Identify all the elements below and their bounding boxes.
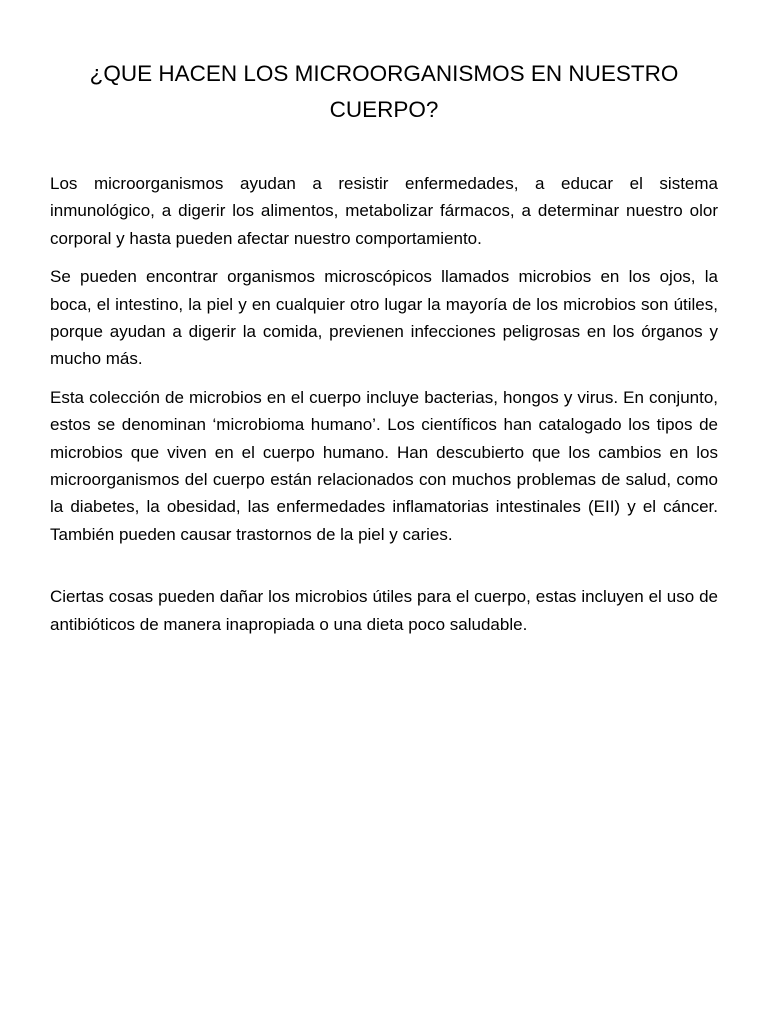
paragraph-harm: Ciertas cosas pueden dañar los microbios útiles para el cuerpo, estas incluyen el uso de antibióticos de manera inapropiada o una dieta poco saludable. (50, 587, 718, 634)
paragraph-locations: Se pueden encontrar organismos microscópicos llamados microbios en los ojos, la boca, el intestino, la piel y en cualquier otro lugar la mayoría de los microbios son útiles, porque ayudan a digerir la comida, previenen infecciones peligrosas en los órganos y mucho más. (50, 267, 718, 369)
document-title: ¿QUE HACEN LOS MICROORGANISMOS EN NUESTRO CUERPO? (89, 61, 679, 122)
paragraph-intro: Los microorganismos ayudan a resistir enfermedades, a educar el sistema inmunológico, a digerir los alimentos, metabolizar fármacos, a determinar nuestro olor corporal y hasta pueden afectar nuestro comportamiento. (50, 174, 718, 248)
paragraph-microbiome: Esta colección de microbios en el cuerpo incluye bacterias, hongos y virus. En conjunto, estos se denominan ‘microbioma humano’. Los científicos han catalogado los tipos de microbios que viven en el cuerpo humano. Han descubierto que los cambios en los microorganismos del cuerpo están relacionados con muchos problemas de salud, como la diabetes, la obesidad, las enfermedades inflamatorias intestinales (EII) y el cáncer. También pueden causar trastornos de la piel y caries. (50, 387, 718, 544)
document-body (50, 170, 718, 649)
